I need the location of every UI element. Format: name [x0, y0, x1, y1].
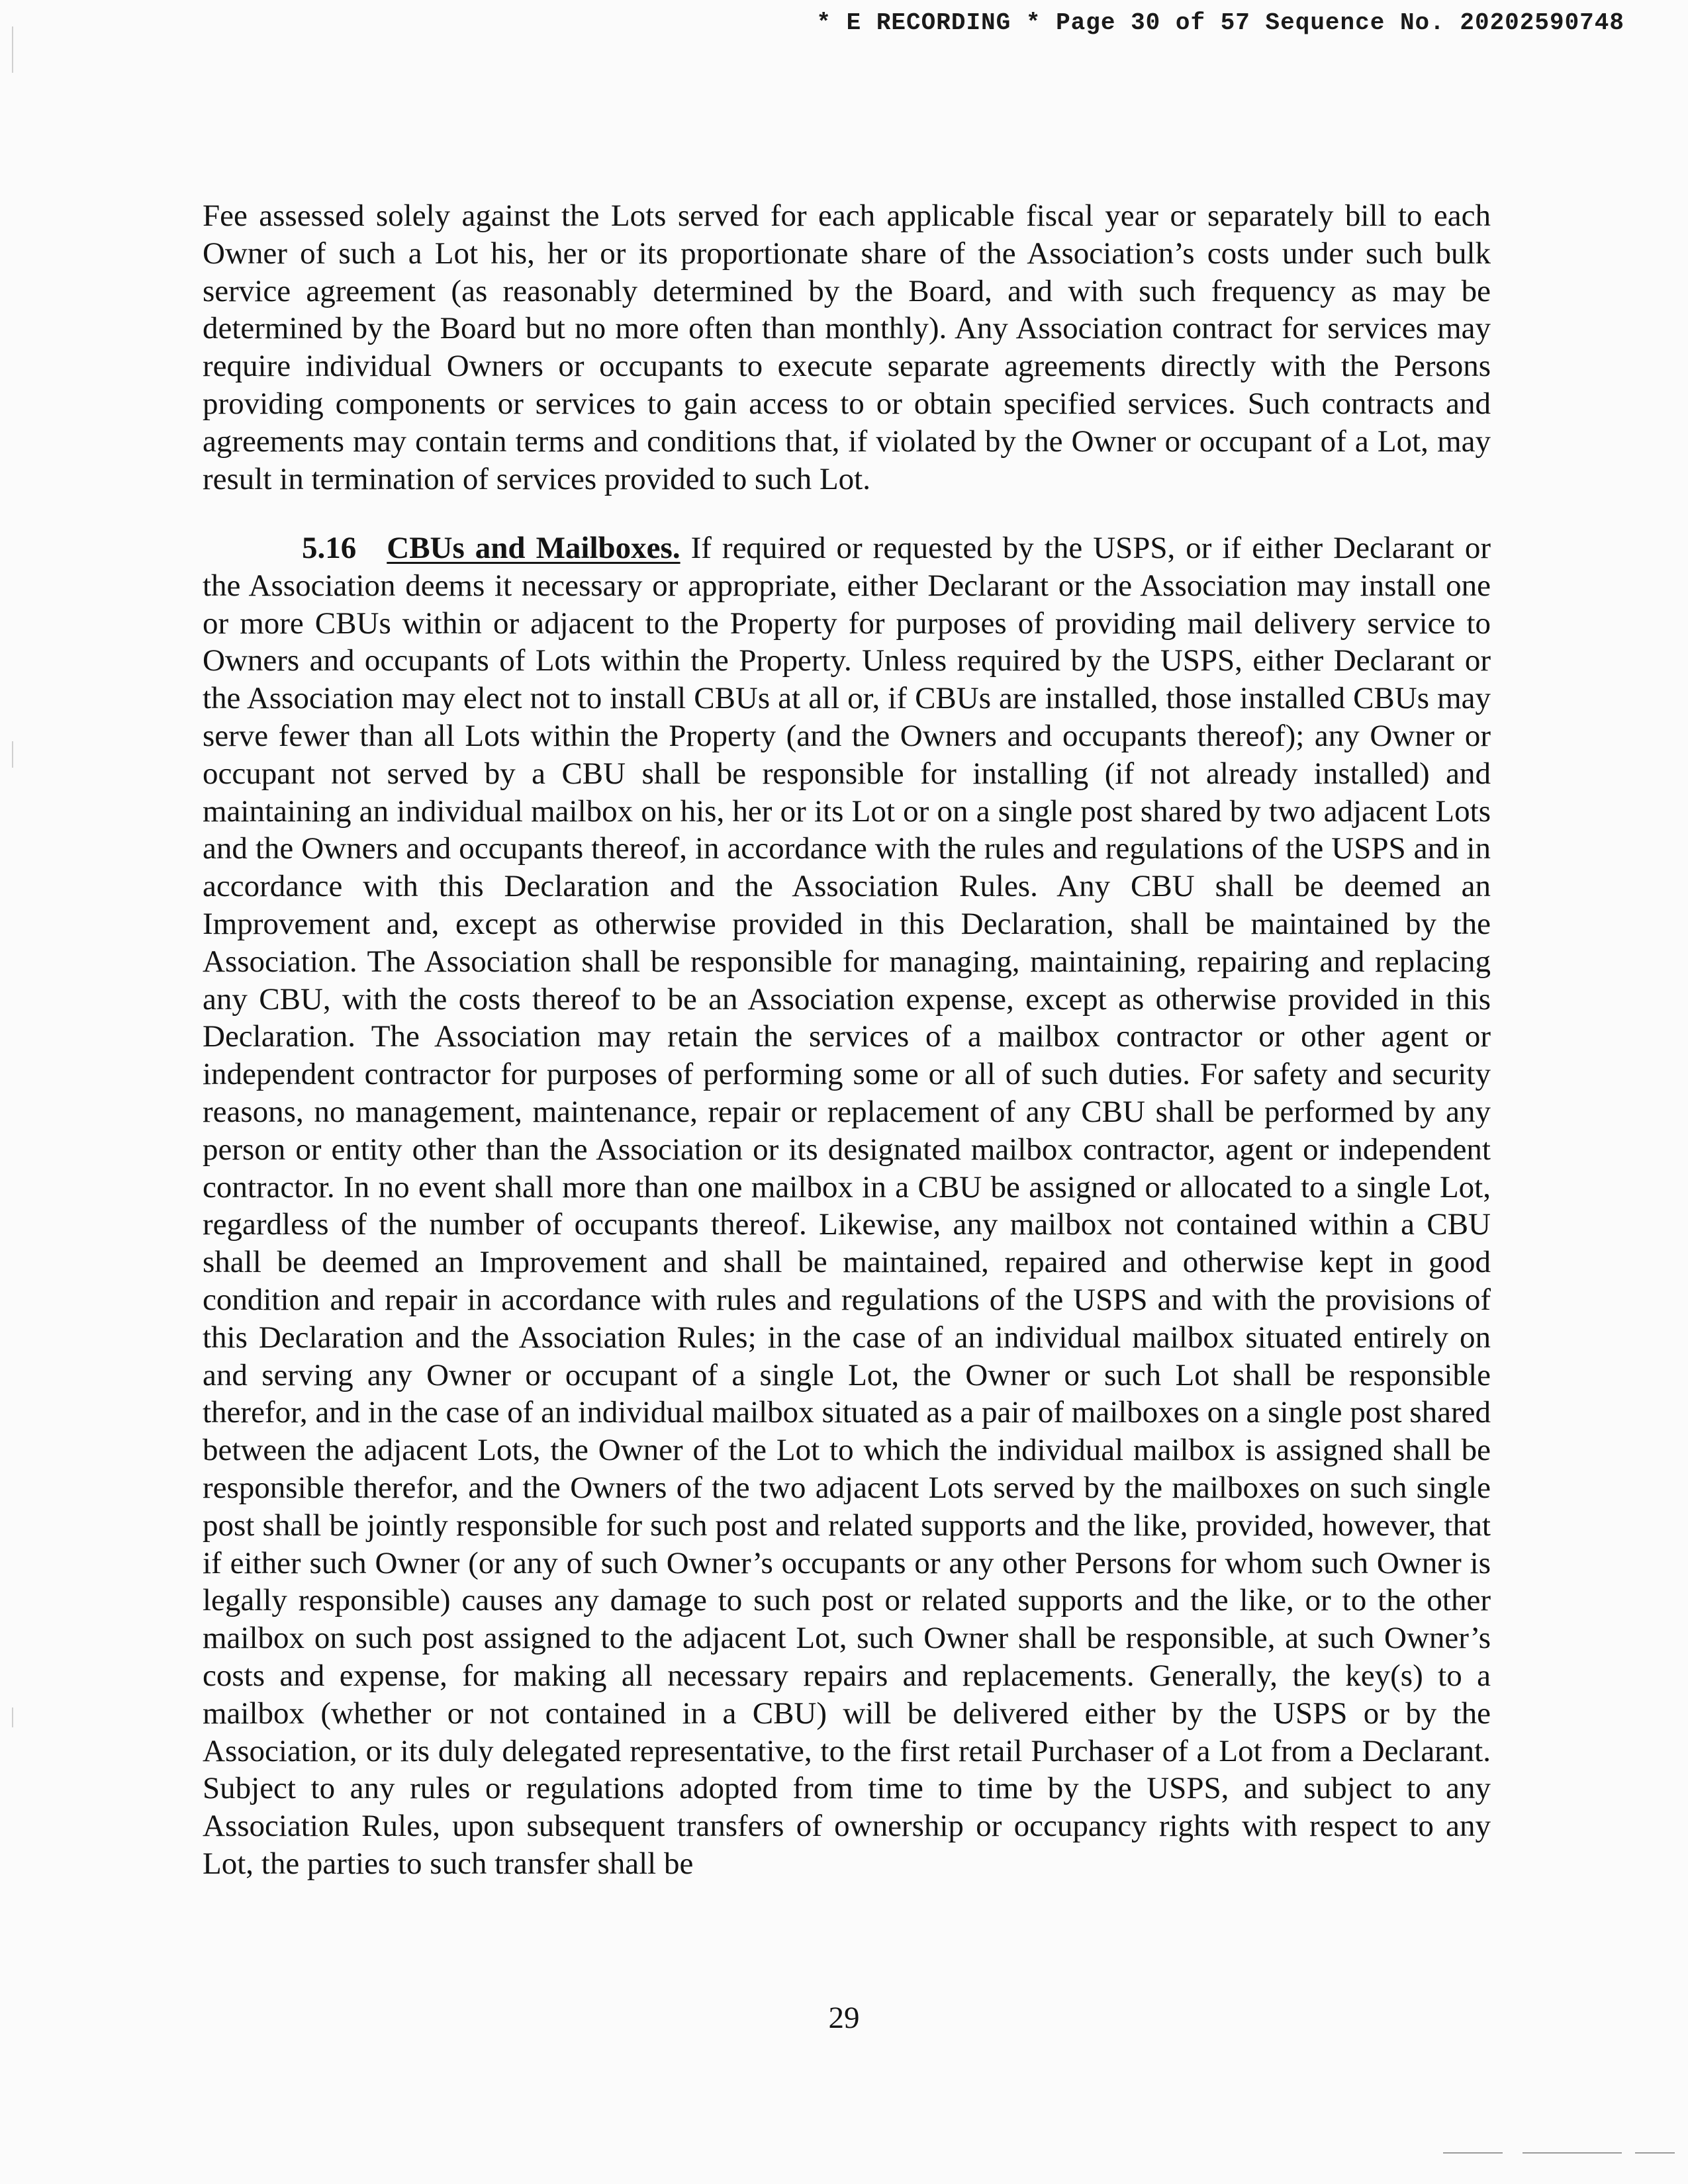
scan-edge-mark	[12, 1707, 13, 1727]
scan-edge-rule	[1635, 2152, 1675, 2154]
scan-edge-rule	[1443, 2152, 1503, 2154]
continuation-paragraph: Fee assessed solely against the Lots served for each applicable fiscal year or separately bill to each Owner of such a Lot his, her or its proportionate share of the Association’s costs under such bulk service agreement (as reasonably determined by the Board, and with such frequency as may be determined by the Board but no more often than monthly). Any Association contract for services may require individual Owners or occupants to execute separate agreements directly with the Persons providing components or services to gain access to or obtain specified services. Such contracts and agreements may contain terms and conditions that, if violated by the Owner or occupant of a Lot, may result in termination of services provided to such Lot.	[203, 199, 1491, 496]
section-number: 5.16	[302, 531, 357, 565]
scan-edge-mark	[12, 26, 13, 73]
section-title: CBUs and Mailboxes.	[387, 531, 680, 565]
section-5-16-paragraph	[203, 529, 1491, 1883]
section-paragraph-text	[203, 529, 1491, 1883]
scan-edge-mark	[12, 741, 13, 768]
scan-edge-rule	[1523, 2152, 1622, 2154]
recording-header: * E RECORDING * Page 30 of 57 Sequence No. 20202590748	[816, 9, 1624, 36]
section-body: If required or requested by the USPS, or if either Declarant or the Association deems it necessary or appropriate, either Declarant or the Association may install one or more CBUs within or adjacent to the Property for purposes of providing mail delivery service to Owners and occupants of Lots within the Property. Unless required by the USPS, either Declarant or the Association may elect not to install CBUs at all or, if CBUs are installed, those installed CBUs may serve fewer than all Lots within the Property (and the Owners and occupants thereof); any Owner or occupant not served by a CBU shall be responsible for installing (if not already installed) and maintaining an individual mailbox on his, her or its Lot or on a single post shared by two adjacent Lots and the Owners and occupants thereof, in accordance with the rules and regulations of the USPS and in accordance with this Declaration and the Association Rules. Any CBU shall be deemed an Improvement and, except as otherwise provided in this Declaration, shall be maintained by the Association. The Association shall be responsible for managing, maintaining, repairing and replacing any CBU, with the costs thereof to be an Association expense, except as otherwise provided in this Declaration. The Association may retain the services of a mailbox contractor or other agent or independent contractor for purposes of performing some or all of such duties. For safety and security reasons, no management, maintenance, repair or replacement of any CBU shall be performed by any person or entity other than the Association or its designated mailbox contractor, agent or independent contractor. In no event shall more than one mailbox in a CBU be assigned or allocated to a single Lot, regardless of the number of occupants thereof. Likewise, any mailbox not contained within a CBU shall be deemed an Improvement and shall be maintained, repaired and otherwise kept in good condition and repair in accordance with rules and regulations of the USPS and with the provisions of this Declaration and the Association Rules; in the case of an individual mailbox situated entirely on and serving any Owner or occupant of a single Lot, the Owner or such Lot shall be responsible therefor, and in the case of an individual mailbox situated as a pair of mailboxes on a single post shared between the adjacent Lots, the Owner of the Lot to which the individual mailbox is assigned shall be responsible therefor, and the Owners of the two adjacent Lots served by the mailboxes on such single post shall be jointly responsible for such post and related supports and the like, provided, however, that if either such Owner (or any of such Owner’s occupants or any other Persons for whom such Owner is legally responsible) causes any damage to such post or related supports and the like, or to the other mailbox on such post assigned to the adjacent Lot, such Owner shall be responsible, at such Owner’s costs and expense, for making all necessary repairs and replacements. Generally, the key(s) to a mailbox (whether or not contained in a CBU) will be delivered either by the USPS or by the Association, or its duly delegated representative, to the first retail Purchaser of a Lot from a Declarant. Subject to any rules or regulations adopted from time to time by the USPS, and subject to any Association Rules, upon subsequent transfers of ownership or occupancy rights with respect to any Lot, the parties to such transfer shall be	[203, 531, 1491, 1881]
page-number: 29	[828, 2001, 860, 2035]
